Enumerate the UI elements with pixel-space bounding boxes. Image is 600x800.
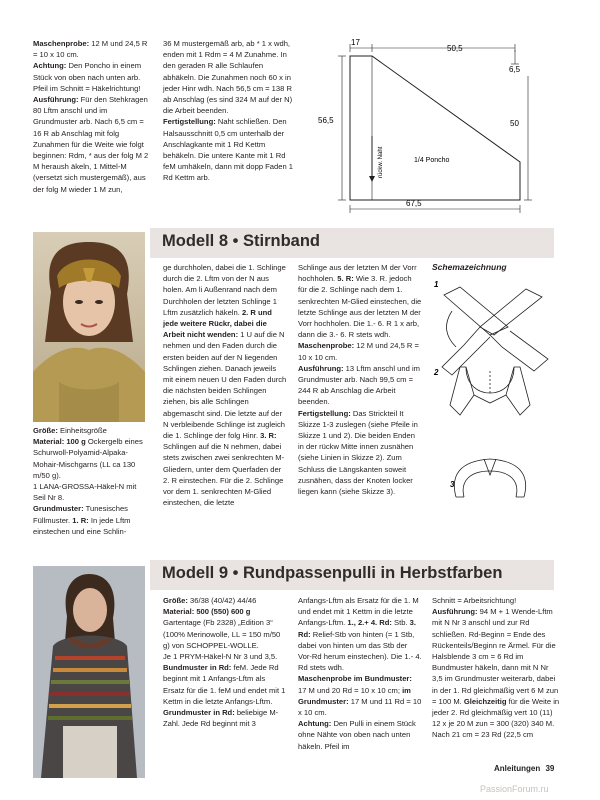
- paragraph-label: Ausführung:: [432, 607, 478, 617]
- paragraph-label: 1., 2.+ 4. Rd:: [347, 618, 392, 628]
- paragraph-label: 5. R:: [337, 274, 354, 284]
- paragraph-label: 3. R:: [260, 431, 277, 441]
- paragraph-text: Naht schließen. Den Halsausschnitt 0,5 cm unterhalb der Anschlagkante mit 1 Rd Kettm behäkeln. Die untere Kante mit 1 Rd feM umhäkeln, dann mit dopp Faden 1 Rd Kettm arb.: [163, 117, 294, 183]
- piece-label: 1/4 Poncho: [414, 157, 450, 164]
- paragraph-label: Maschenprobe im Bundmuster:: [298, 674, 412, 684]
- paragraph-label: Achtung:: [33, 61, 67, 71]
- modell9-text-column-2: [298, 595, 422, 752]
- paragraph-text: 17 M und 20 Rd = 10 x 10 cm;: [298, 685, 403, 695]
- paragraph-text: beliebige M-Zahl. Jede Rd beginnt mit 3: [163, 708, 279, 729]
- paragraph-label: Ausführung:: [298, 363, 344, 373]
- seam-label: rückw. Naht: [378, 146, 384, 178]
- paragraph-text: 94 M + 1 Wende-Lftm mit N Nr 3 anschl und zur Rd schließen. Rd-Beginn = Ende des Rückenteils/Beginn re Ärmel. Für die Halsblende 3 cm = 6 Rd im Bundmuster häkeln, dann mit N Nr 3,5 im Grundmuster weiterarb, dabei in der 1. Rd gleichmäßig vert 6 M zun = 100 M.: [432, 607, 559, 706]
- paragraph: [163, 595, 287, 606]
- separator-dot: •: [232, 564, 243, 582]
- paragraph: [298, 595, 422, 673]
- paragraph: [298, 340, 422, 362]
- paragraph-text: 36/38 (40/42) 44/46: [187, 596, 257, 605]
- paragraph-text: feM. Jede Rd beginnt mit 1 Anfangs-Lftm als Ersatz für die 1. feM und endet mit 1 Kettm in die letzte Anfangs-Lftm.: [163, 663, 286, 706]
- schema-number-3: 3: [450, 480, 455, 489]
- paragraph-label: 3. Rd:: [298, 618, 416, 639]
- paragraph-label: Grundmuster:: [33, 504, 84, 514]
- paragraph-text: ge durchholen, dabei die 1. Schlinge durch die 2. Lftm von der N aus holen. Am li Außenrand nach dem Durchholen der letzten Schlinge 1 Lftm zusätzlich häkeln.: [163, 263, 286, 317]
- schema-number-2: 2: [434, 368, 439, 377]
- dim-top-label: 17: [351, 38, 360, 47]
- paragraph-text: 1 LANA-GROSSA-Häkel-N mit Seil Nr 8.: [33, 482, 137, 503]
- footer-section: [494, 764, 554, 773]
- paragraph-text: Anfangs-Lftm als Ersatz für die 1. M und endet mit 1 Kettm in die letzte Anfangs-Lftm.: [298, 596, 419, 628]
- paragraph-text: 1 U auf die N nehmen und den Faden durch die ersten beiden auf der N liegenden Schlingen ziehen. Danach jeweils mit einem neuen U den Faden durch die nächsten beiden Schlingen ziehen, bis alle Schlingen abgemascht sind. Die letzte auf der N verbleibende Schlinge ist zugleich die 1. Schlinge der folg Hinr.: [163, 330, 287, 441]
- paragraph: [163, 707, 287, 729]
- paragraph: [33, 60, 149, 94]
- modell8-title: [162, 232, 320, 251]
- paragraph-label: 2. R und jede weitere Rückr, dabei die Arbeit nicht wenden:: [163, 307, 272, 340]
- paragraph-text: für die Weite in jeder 2. Rd gleichmäßig vert 10 (11) 12 x je 20 M zun = 300 (320) 340 M. Nach 21 cm = 23 Rd (22,5 cm: [432, 696, 560, 740]
- schema-sketch-3: [454, 459, 525, 497]
- dim-small-label: 6,5: [509, 65, 521, 74]
- paragraph-label: Bundmuster in Rd:: [163, 663, 232, 673]
- paragraph-text: Gartentage (Fb 2328) „Edition 3“ (100% Merinowolle, LL = 150 m/50 g) von SCHOPPEL-WOLLE.: [163, 618, 281, 650]
- paragraph: [298, 673, 422, 718]
- modell8-text-column-2: [163, 262, 287, 508]
- paragraph-label: Größe:: [163, 596, 188, 605]
- paragraph: [163, 262, 287, 508]
- schema-sketch-1: [442, 287, 548, 375]
- paragraph: [163, 38, 295, 116]
- paragraph-label: Fertigstellung:: [163, 117, 216, 127]
- paragraph-label: Material: 500 (550) 600 g: [163, 607, 251, 617]
- paragraph-label: Grundmuster in Rd:: [163, 708, 235, 718]
- paragraph-text: Den Pulli in einem Stück ohne Nähte von oben nach unten häkeln. Pfeil im: [298, 719, 416, 751]
- paragraph: [163, 116, 295, 183]
- paragraph-text: Stb.: [391, 618, 410, 628]
- paragraph-label: Material: 100 g: [33, 437, 86, 447]
- poncho-outline: [350, 56, 520, 200]
- poncho-text-column-2: [163, 38, 295, 184]
- paragraph-text: In jede Lftm einstechen und eine Schlin-: [33, 515, 131, 536]
- paragraph-text: Relief-Stb von hinten (= 1 Stb, dabei von hinten um das Stb der Vor-Rd herum einstechen). Die 1.- 4. Rd stets wdh.: [298, 629, 422, 673]
- paragraph: [163, 662, 287, 707]
- paragraph-label: Maschenprobe:: [33, 39, 90, 48]
- paragraph-text: Schlingen auf die N nehmen, dabei stets zwischen zwei senkrechten M-Gliedern, unter dem Querfaden der 2. R einstechen. Für die 2. Schlinge vor dem 1. senkrechten M-Glied einstechen, die letzte: [163, 442, 285, 508]
- paragraph: [298, 363, 422, 408]
- schema-drawings: [430, 275, 570, 515]
- modell9-banner: [150, 560, 554, 590]
- paragraph-label: 1. R:: [72, 515, 89, 525]
- paragraph-label: Gleichzeitig: [463, 696, 507, 706]
- paragraph-text: Einheitsgröße: [57, 426, 107, 435]
- watermark: PassionForum.ru: [480, 784, 549, 794]
- paragraph-text: Tunesisches Füllmuster.: [33, 504, 128, 525]
- paragraph-text: 12 M und 24,5 R = 10 x 10 cm.: [33, 39, 148, 60]
- paragraph: [163, 606, 287, 651]
- modell9-text-column-1: [163, 595, 287, 729]
- paragraph-label: Maschenprobe:: [298, 341, 355, 351]
- paragraph: [33, 436, 147, 481]
- paragraph: [298, 408, 422, 498]
- paragraph-text: 17 M und 11 Rd = 10 x 10 cm.: [298, 696, 422, 718]
- paragraph-text: 36 M mustergemäß arb, ab * 1 x wdh, enden mit 1 Rdm = 4 M Zunahme. In den geraden R alle Schlaufen abhäkeln. Die Zunahmen noch 60 x in jeder Hinr wdh. Nach 56,5 cm = 138 R ab Anschlag (es sind 324 M auf der N) die Arbeit beenden.: [163, 39, 293, 116]
- separator-dot: •: [232, 232, 243, 250]
- paragraph-label: im Grundmuster:: [298, 685, 411, 706]
- paragraph-text: 13 Lftm anschl und im Grundmuster arb. Nach 99,5 cm = 244 R ab Anschlag die Arbeit beenden.: [298, 363, 420, 407]
- modell8-text-column-1: [33, 425, 147, 537]
- paragraph: [298, 718, 422, 752]
- sweater-photo: [33, 566, 145, 778]
- poncho-pattern-diagram: [310, 36, 590, 216]
- dim-right-label: 50: [510, 119, 519, 128]
- poncho-text-column-1: [33, 38, 149, 195]
- modell8-subtitle: Stirnband: [242, 232, 320, 250]
- paragraph-text: Schnitt = Arbeitsrichtung!: [432, 596, 517, 605]
- paragraph-label: Ausführung:: [33, 95, 79, 105]
- headband-photo: [33, 232, 145, 422]
- modell9-title-text: Modell 9: [162, 564, 229, 582]
- paragraph: [33, 503, 147, 537]
- paragraph: [298, 262, 422, 340]
- paragraph-text: Für den Stehkragen 80 Lftm anschl und im Grundmuster arb. Nach 6,5 cm = 16 R ab Anschlag mit folg Zunahmen für die Weite wie folgt beginnen: Rdm, * aus der folg M 2 M heraush äkeln, 1 Mittel-M (versetzt sich mustergemäß), aus der folg M wieder 1 M zun,: [33, 95, 149, 194]
- modell8-banner: [150, 228, 554, 258]
- dim-left-label: 56,5: [318, 116, 334, 125]
- paragraph-text: Ockergelb eines Schurwoll-Polyamid-Alpaka-Mohair-Mischgarns (LL ca 130 m/50 g).: [33, 437, 143, 480]
- paragraph: [33, 94, 149, 195]
- paragraph: [33, 38, 149, 60]
- paragraph: [33, 425, 147, 436]
- paragraph-text: Das Strickteil It Skizze 1-3 zuslegen (siehe Pfeile in Skizze 1 und 2). Die beiden Enden in der rückw Mitte innen zusnähen (siehe Linien in Skizze 2). Zum Schluss die Längskanten soweit zusnähen, dass der Knoten locker liegen kann (siehe Skizze 3).: [298, 408, 418, 497]
- paragraph-text: Schlinge aus der letzten M der Vorr hochholen.: [298, 263, 417, 284]
- schema-sketch-2: [450, 367, 530, 415]
- paragraph-label: Fertigstellung:: [298, 408, 351, 418]
- paragraph-text: Je 1 PRYM-Häkel-N Nr 3 und 3,5.: [163, 652, 278, 662]
- page-number: 39: [545, 764, 555, 773]
- dim-top-right-label: 50,5: [447, 44, 463, 53]
- paragraph-text: Den Poncho in einem Stück von oben nach unten arb. Pfeil im Schnitt = Häkelrichtung!: [33, 61, 142, 93]
- schema-number-1: 1: [434, 280, 439, 289]
- modell8-text-column-3: [298, 262, 422, 497]
- paragraph-label: Größe:: [33, 426, 58, 435]
- modell9-title: [162, 564, 502, 583]
- seam-arrow-head: [369, 176, 375, 182]
- schema-title: Schemazeichnung: [432, 262, 507, 272]
- modell8-title-text: Modell 8: [162, 232, 229, 250]
- paragraph-text: 12 M und 24,5 R = 10 x 10 cm.: [298, 341, 419, 362]
- paragraph: [432, 606, 560, 740]
- paragraph-label: Achtung:: [298, 719, 332, 729]
- modell9-text-column-3: [432, 595, 560, 741]
- paragraph: [33, 481, 147, 503]
- dim-bottom-label: 67,5: [406, 199, 422, 208]
- paragraph-text: Wie 3. R. jedoch für die 2. Schlinge nach dem 1. senkrechten M-Glied einstechen, die letzte Schlinge aus der letzten M der Vorr hochholen. Die 1.- 6. R 1 x arb, dann die 3.- 6. R stets wdh.: [298, 274, 422, 340]
- modell9-subtitle: Rundpassenpulli in Herbstfarben: [242, 564, 503, 582]
- footer-section-label: Anleitungen: [494, 764, 541, 773]
- paragraph: [163, 651, 287, 662]
- paragraph: [432, 595, 560, 606]
